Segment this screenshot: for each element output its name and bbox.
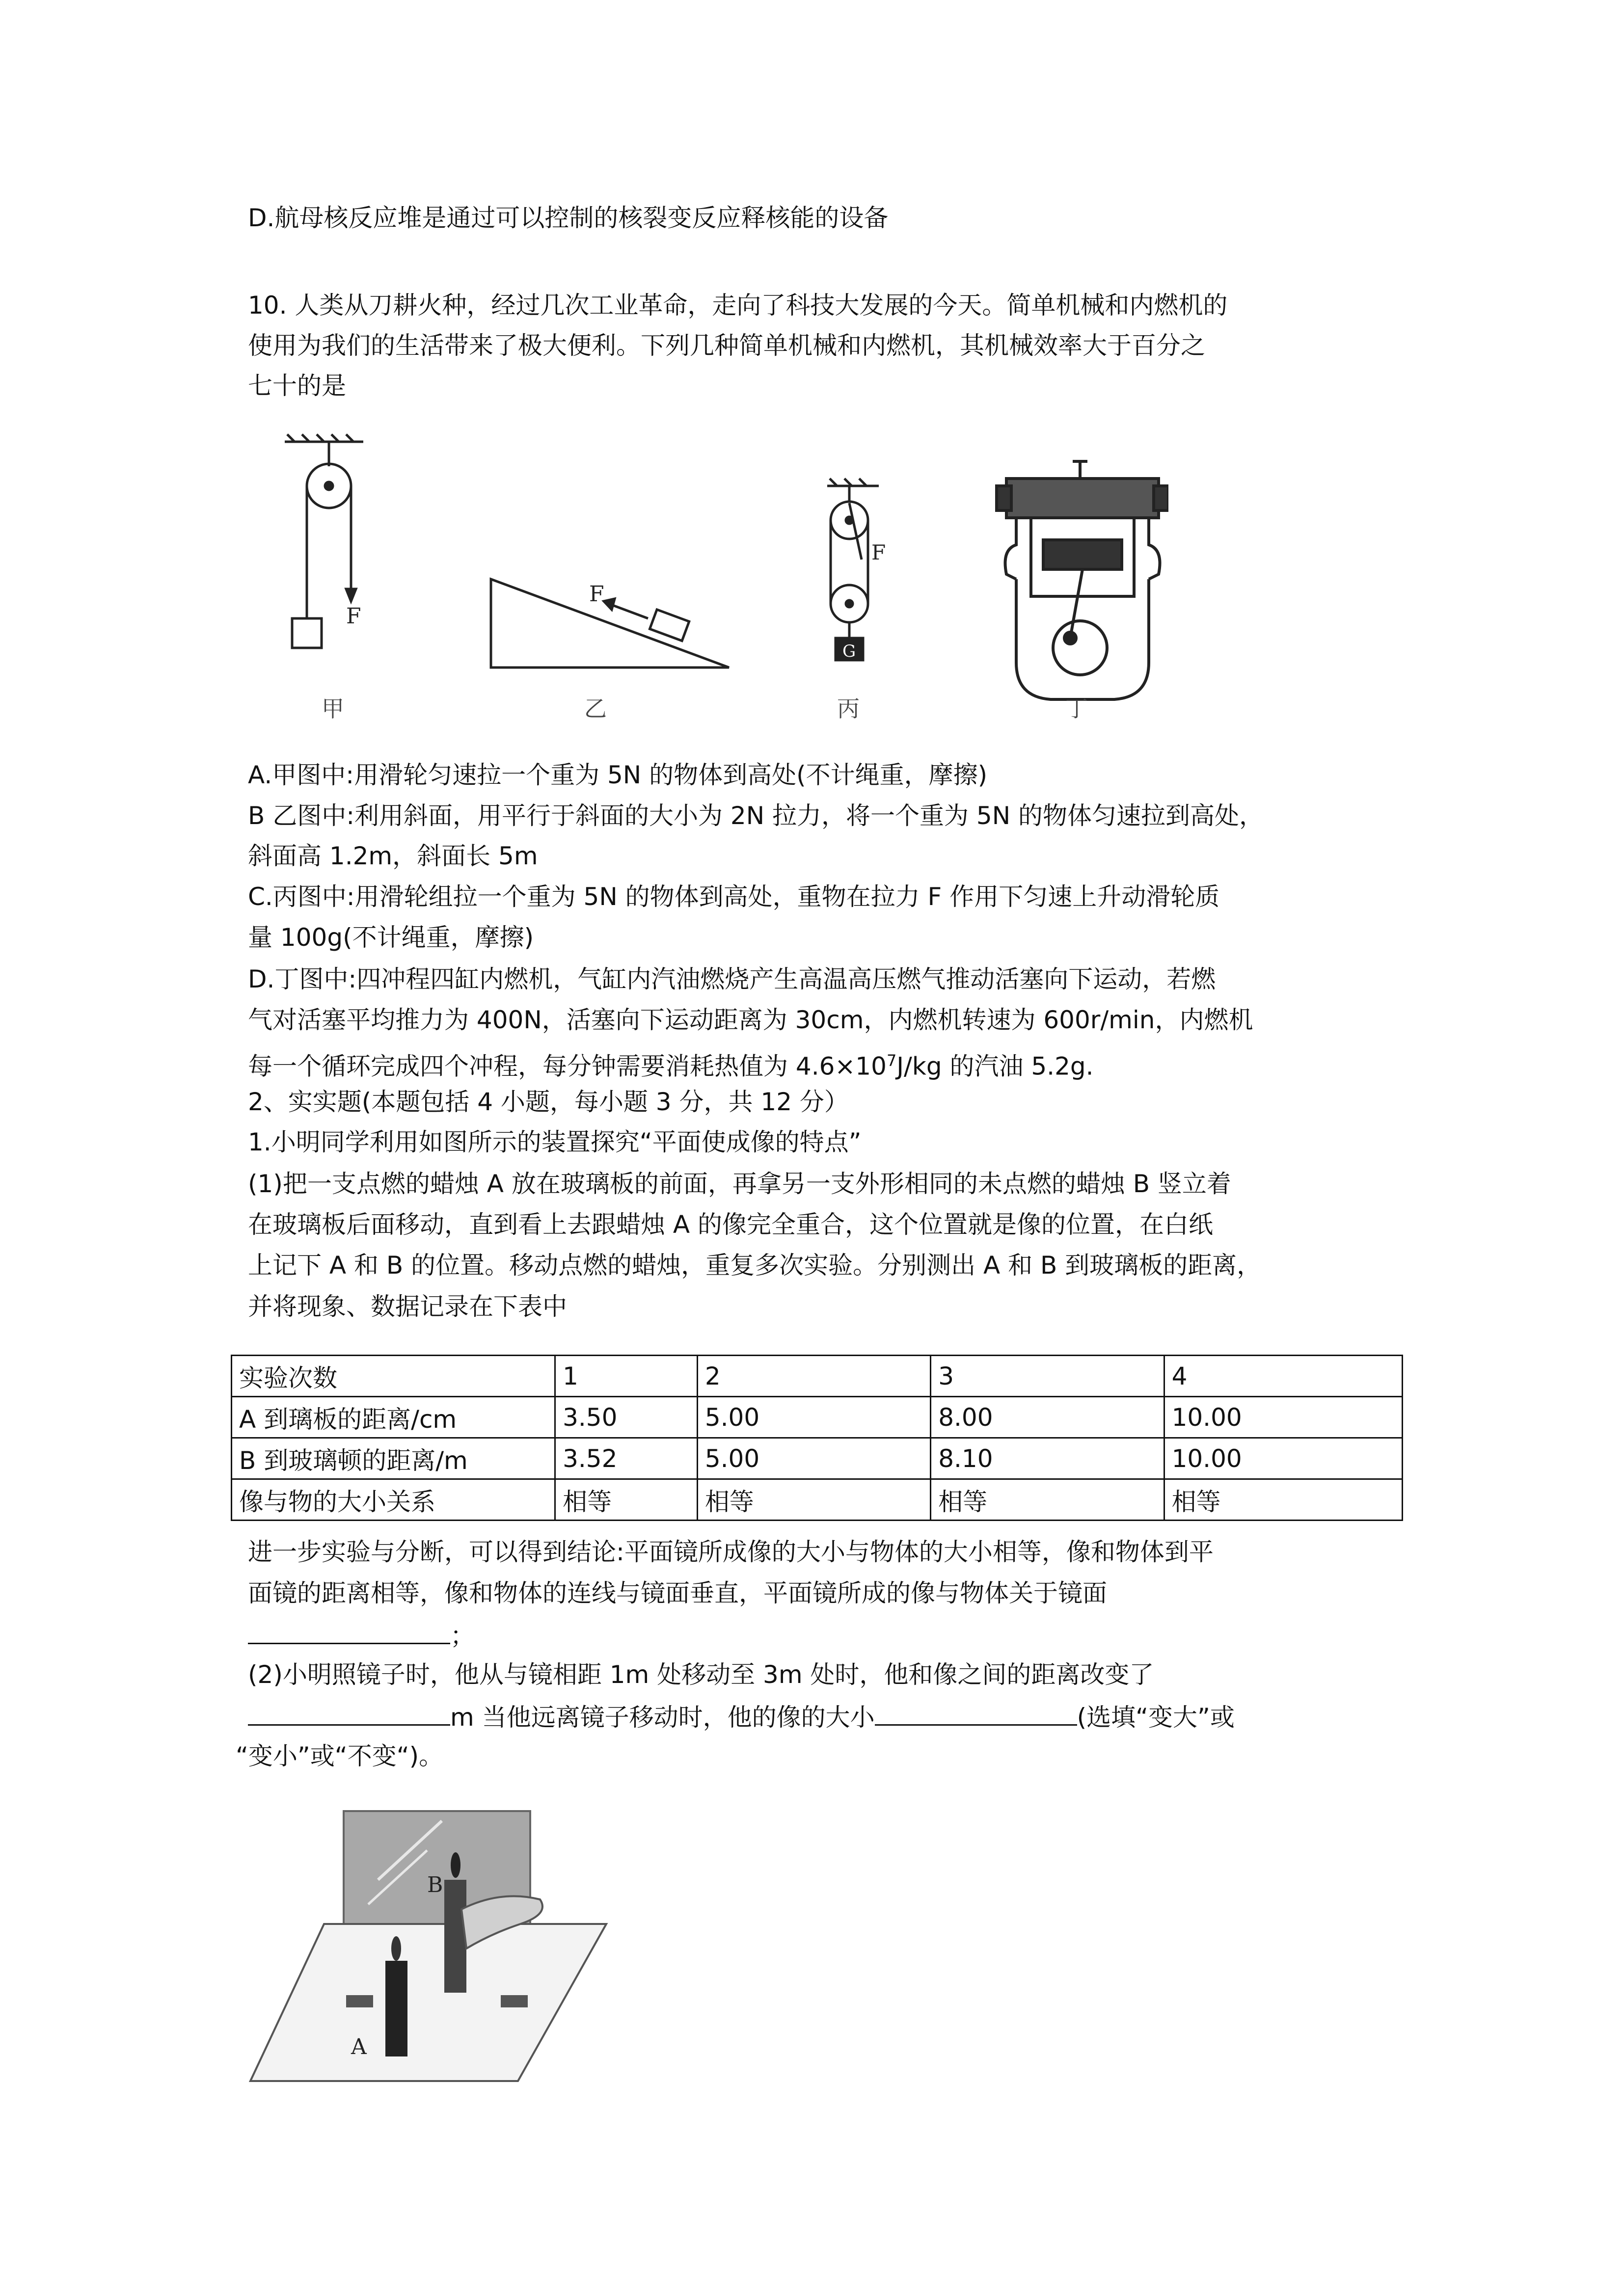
table-header-cell: 3 [931,1356,1164,1397]
candle-a-label: A [351,2034,367,2059]
experiment-data-table [231,1355,1403,1521]
panel-label-jia: 甲 [322,695,344,722]
question-10-stem-line-1: 10. 人类从刀耕火种，经过几次工业革命，走向了科技大发展的今天。简单机械和内燃机的 [248,291,1228,320]
experiment-1-title: 1.小明同学利用如图所示的装置探究“平面使成像的特点” [248,1128,862,1156]
option-b-line-2: 斜面高 1.2m，斜面长 5m [248,842,538,870]
section-2-heading: 2、实实题(本题包括 4 小题，每小题 3 分，共 12 分） [248,1088,849,1116]
candle-a [385,1961,407,2056]
table-cell: 相等 [697,1479,930,1521]
table-row [232,1438,1403,1479]
option-b-line-1: B 乙图中:利用斜面，用平行于斜面的大小为 2N 拉力，将一个重为 5N 的物体匀速拉到高处， [248,801,1264,830]
candle-b [444,1880,466,1993]
table-cell: A 到璃板的距离/cm [232,1397,555,1438]
panel-label-yi: 乙 [584,695,607,722]
answer-blank-3[interactable] [875,1700,1077,1726]
option-d-previous-question: D.航母核反应堆是通过可以控制的核裂变反应释核能的设备 [248,204,889,232]
answer-blank-1[interactable] [248,1618,450,1644]
option-d-line-3 [248,1045,1094,1082]
table-cell: 8.10 [931,1438,1164,1479]
part-2-line-3: “变小”或“不变“)。 [236,1742,444,1770]
table-cell: 3.52 [555,1438,698,1479]
candle-b-label: B [427,1872,443,1897]
option-a: A.甲图中:用滑轮匀速拉一个重为 5N 的物体到高处(不计绳重，摩擦) [248,761,988,789]
option-d-line-1: D.丁图中:四冲程四缸内燃机，气缸内汽油燃烧产生高温高压燃气推动活塞向下运动，若燃 [248,965,1216,993]
table-header-cell: 1 [555,1356,698,1397]
force-label-yi: F [589,582,604,607]
table-cell: B 到玻璃顿的距离/m [232,1438,555,1479]
table-cell: 8.00 [931,1397,1164,1438]
table-cell: 5.00 [697,1438,930,1479]
table-header-cell: 2 [697,1356,930,1397]
part-1-line-2: 在玻璃板后面移动，直到看上去跟蜡烛 A 的像完全重合，这个位置就是像的位置，在白纸 [248,1210,1213,1239]
conclusion-line-3-tail: ； [450,1622,475,1650]
table-cell: 10.00 [1164,1438,1402,1479]
part-2-line-1: (2)小明照镜子时，他从与镜相距 1m 处移动至 3m 处时，他和像之间的距离改变了 [248,1660,1154,1689]
question-10-stem-line-3: 七十的是 [248,372,346,400]
pulley-block-figure [827,479,879,660]
table-cell: 5.00 [697,1397,930,1438]
question-10-stem-line-2: 使用为我们的生活带来了极大便利。下列几种简单机械和内燃机，其机械效率大于百分之 [248,331,1205,360]
conclusion-line-1: 进一步实验与分断，可以得到结论:平面镜所成像的大小与物体的大小相等，像和物体到平 [248,1538,1214,1566]
part-2-line-2-tail: (选填“变大”或 [1077,1703,1235,1732]
exponent: 7 [886,1051,897,1070]
option-d-line-3-text: 每一个循环完成四个冲程，每分钟需要消耗热值为 4.6×10 [248,1052,887,1081]
table-header-cell: 实验次数 [232,1356,555,1397]
part-2-line-2-text: m 当他远离镜子移动时，他的像的大小 [450,1703,875,1732]
part-1-line-3: 上记下 A 和 B 的位置。移动点燃的蜡烛，重复多次实验。分别测出 A 和 B 到玻璃板的距离， [248,1251,1262,1280]
machines-diagram [265,432,1168,726]
table-row [232,1479,1403,1521]
force-label-bing: F [871,540,886,564]
table-row [232,1397,1403,1438]
white-paper [250,1924,606,2081]
force-label-jia: F [346,604,361,629]
option-c-line-2: 量 100g(不计绳重，摩擦) [248,923,534,952]
table-cell: 10.00 [1164,1397,1402,1438]
part-1-line-4: 并将现象、数据记录在下表中 [248,1292,567,1321]
option-d-line-3-tail: J/kg 的汽油 5.2g. [896,1052,1094,1081]
table-header-cell: 4 [1164,1356,1402,1397]
conclusion-line-3 [248,1618,475,1652]
table-cell: 相等 [931,1479,1164,1521]
part-1-line-1: (1)把一支点燃的蜡烛 A 放在玻璃板的前面，再拿另一支外形相同的未点燃的蜡烛 B 竖立着 [248,1170,1231,1198]
plane-mirror-diagram [245,1801,628,2096]
panel-label-ding: 丁 [1065,695,1088,722]
answer-blank-2[interactable] [248,1700,450,1726]
table-cell: 相等 [1164,1479,1402,1521]
table-cell: 像与物的大小关系 [232,1479,555,1521]
option-d-line-2: 气对活塞平均推力为 400N，活塞向下运动距离为 30cm，内燃机转速为 600r/min，内燃机 [248,1006,1253,1034]
table-cell: 3.50 [555,1397,698,1438]
weight-label-g: G [842,641,856,661]
table-header-row [232,1356,1403,1397]
conclusion-line-2: 面镜的距离相等，像和物体的连线与镜面垂直，平面镜所成的像与物体关于镜面 [248,1579,1107,1607]
table-cell: 相等 [555,1479,698,1521]
panel-label-bing: 丙 [837,695,860,722]
engine-cylinder-figure [997,461,1168,699]
option-c-line-1: C.丙图中:用滑轮组拉一个重为 5N 的物体到高处，重物在拉力 F 作用下匀速上升动滑轮质 [248,882,1220,911]
inclined-plane-figure [491,579,729,667]
part-2-line-2 [248,1700,1235,1733]
